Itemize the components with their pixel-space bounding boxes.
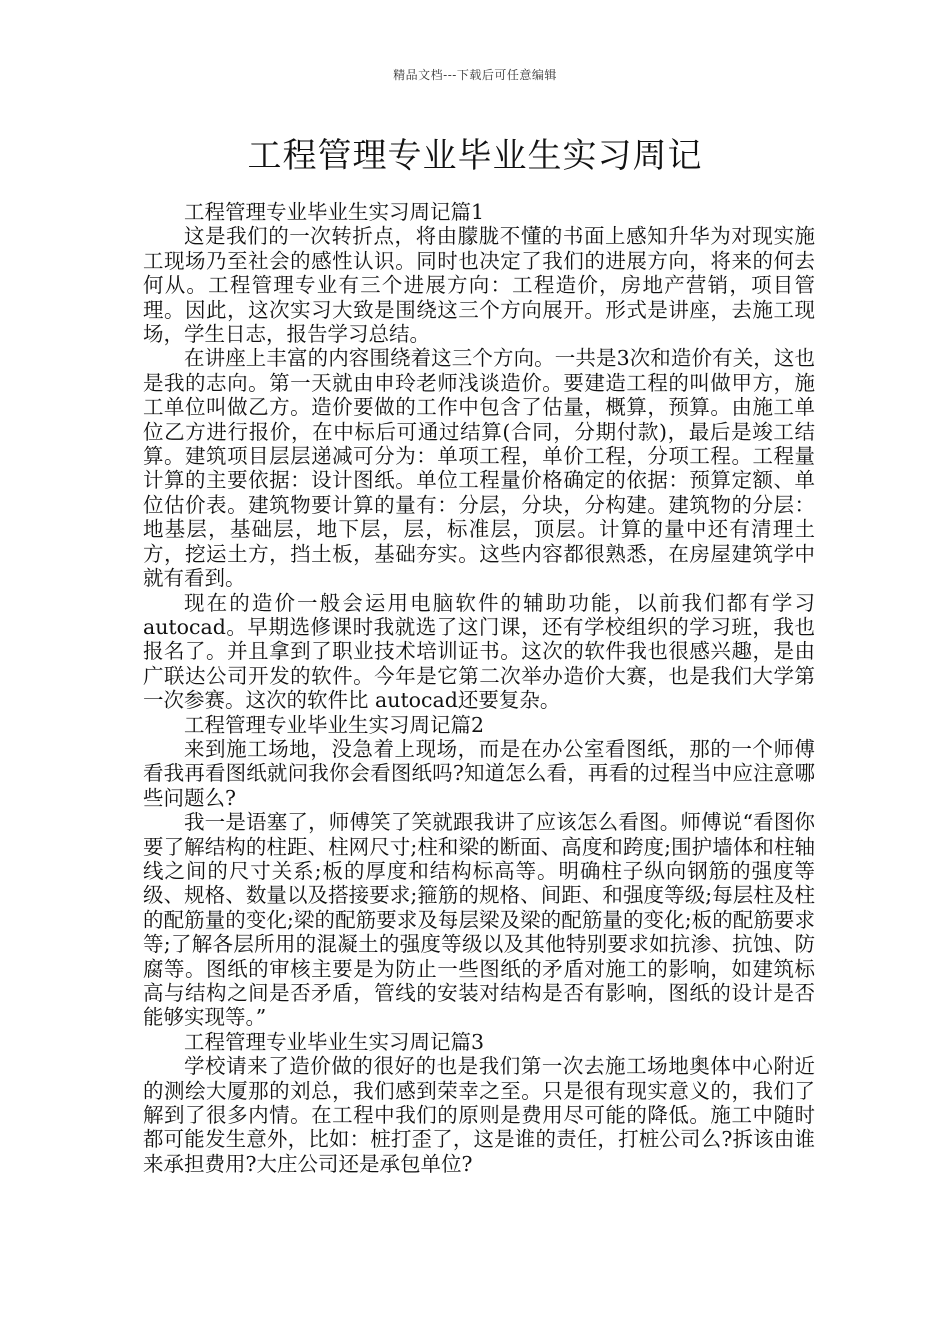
section-heading-1: 工程管理专业毕业生实习周记篇1 [184,200,485,224]
section-heading-2: 工程管理专业毕业生实习周记篇2 [184,712,485,737]
paragraph: 学校请来了造价做的很好的也是我们第一次去施工场地奥体中心附近的测绘大厦那的刘总，我们感到荣幸之至。只是很有现实意义的，我们了解到了很多内情。在工程中我们的原则是费用尽可能的降低。施工中随时都可能发生意外，比如：桩打歪了，这是谁的责任，打桩公司么?拆该由谁来承担费用?大庄公司还是承包单位? [143,1054,815,1176]
paragraph: 来到施工场地，没急着上现场，而是在办公室看图纸，那的一个师傅看我再看图纸就问我你会看图纸吗?知道怎么看，再看的过程当中应注意哪些问题么? [143,736,815,810]
document-body [143,200,815,1176]
page-header-note: 精品文档---下载后可任意编辑 [393,68,557,82]
paragraph: 我一是语塞了，师傅笑了笑就跟我讲了应该怎么看图。师傅说“看图你要了解结构的柱距、柱网尺寸;柱和梁的断面、高度和跨度;围护墙体和柱轴线之间的尺寸关系;板的厚度和结构标高等。明确柱子纵向钢筋的强度等级、规格、数量以及搭接要求;箍筋的规格、间距、和强度等级;每层柱及柱的配筋量的变化;梁的配筋要求及每层梁及梁的配筋量的变化;板的配筋要求等;了解各层所用的混凝土的强度等级以及其他特别要求如抗渗、抗蚀、防腐等。图纸的审核主要是为防止一些图纸的矛盾对施工的影响，如建筑标高与结构之间是否矛盾，管线的安装对结构是否有影响，图纸的设计是否能够实现等。” [143,810,815,1030]
section-heading-3: 工程管理专业毕业生实习周记篇3 [184,1029,485,1054]
paragraph: 现在的造价一般会运用电脑软件的辅助功能，以前我们都有学习autocad。早期选修课时我就选了这门课，还有学校组织的学习班，我也报名了。并且拿到了职业技术培训证书。这次的软件我也很感兴趣，是由广联达公司开发的软件。今年是它第二次举办造价大赛，也是我们大学第一次参赛。这次的软件比 autocad还要复杂。 [143,590,815,713]
paragraph: 这是我们的一次转折点，将由朦胧不懂的书面上感知升华为对现实施工现场乃至社会的感性认识。同时也决定了我们的进展方向，将来的何去何从。工程管理专业有三个进展方向：工程造价，房地产营销，项目管理。因此，这次实习大致是围绕这三个方向展开。形式是讲座，去施工现场，学生日志，报告学习总结。 [143,224,815,347]
paragraph: 在讲座上丰富的内容围绕着这三个方向。一共是3次和造价有关，这也是我的志向。第一天就由申玲老师浅谈造价。要建造工程的叫做甲方，施工单位叫做乙方。造价要做的工作中包含了估量，概算，预算。由施工单位乙方进行报价，在中标后可通过结算(合同，分期付款)，最后是竣工结算。建筑项目层层递减可分为：单项工程，单价工程，分项工程。工程量计算的主要依据：设计图纸。单位工程量价格确定的依据：预算定额、单位估价表。建筑物要计算的量有：分层，分块，分构建。建筑物的分层：地基层，基础层，地下层，层，标准层，顶层。计算的量中还有清理土方，挖运土方，挡土板，基础夯实。这些内容都很熟悉，在房屋建筑学中就有看到。 [143,346,815,591]
document-title: 工程管理专业毕业生实习周记 [247,136,703,176]
